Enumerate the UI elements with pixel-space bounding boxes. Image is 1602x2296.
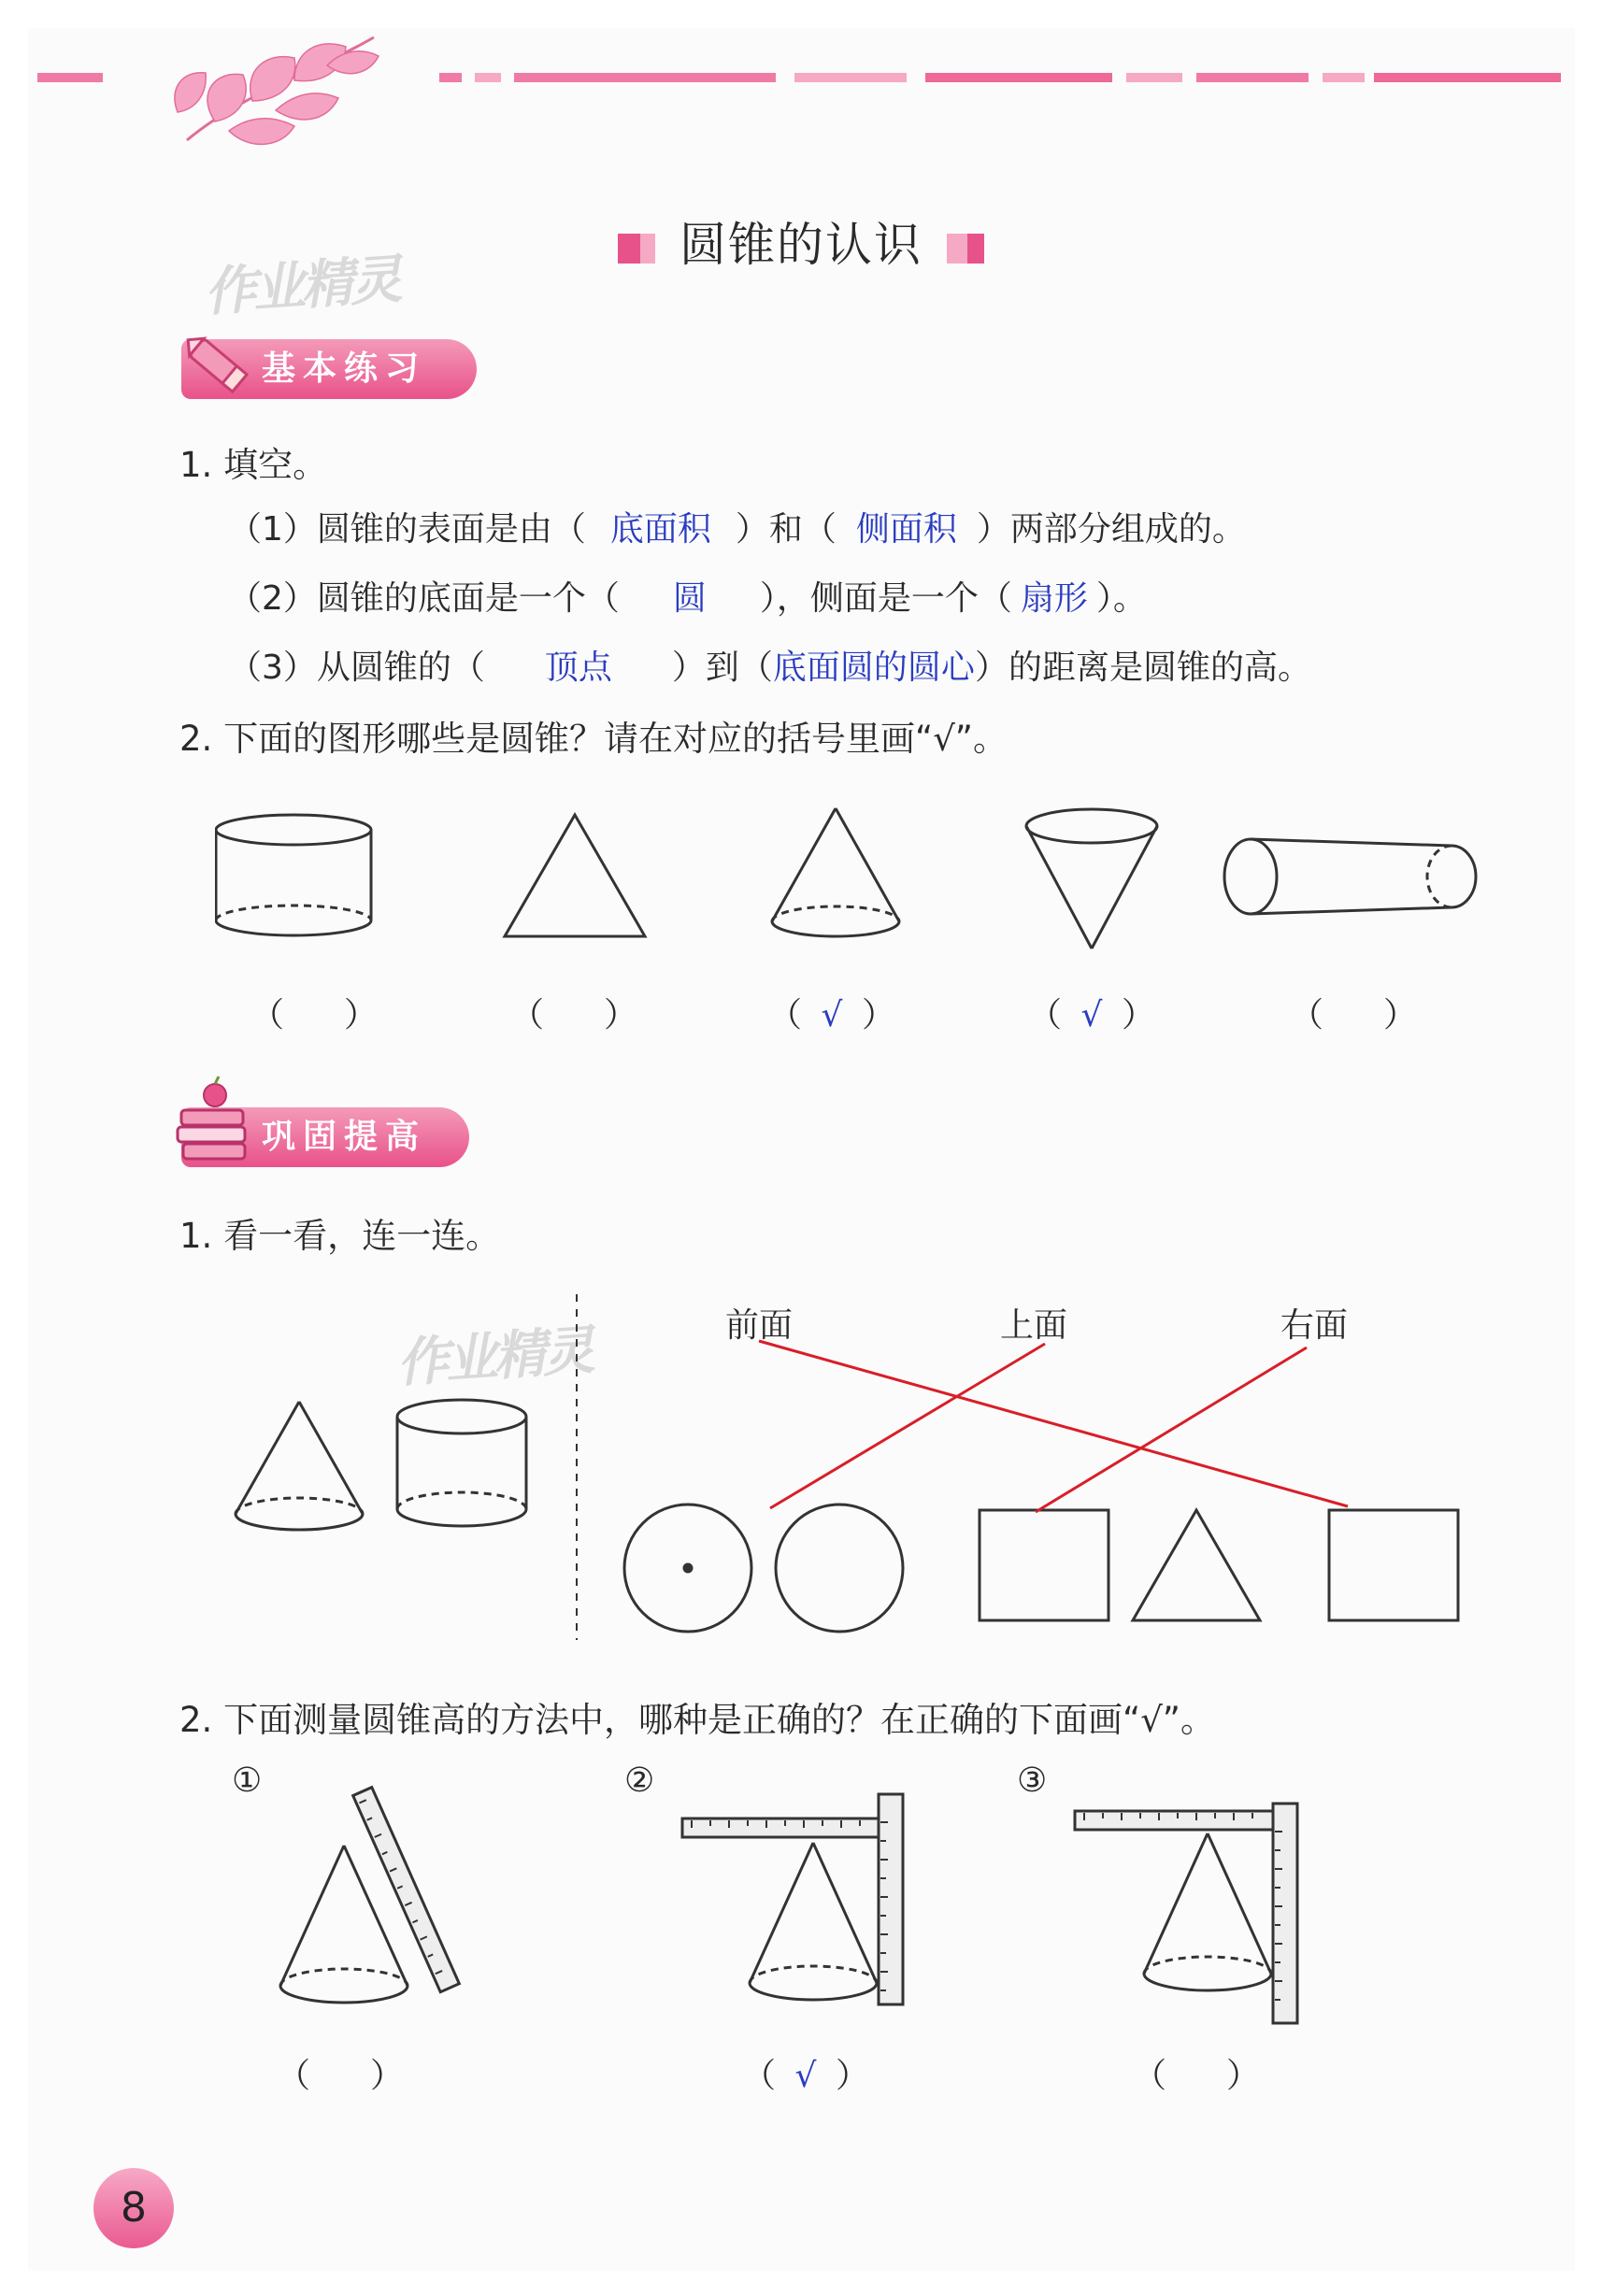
view-circle xyxy=(776,1505,903,1632)
page-title-text: 圆锥的认识 xyxy=(679,218,923,272)
watermark: 作业精灵 xyxy=(202,249,401,324)
line-text: ），侧面是一个（ xyxy=(759,579,1012,618)
section-banner-improve: 巩固提高 xyxy=(181,1107,469,1167)
header-decoration xyxy=(28,19,1580,159)
view-label-front: 前面 xyxy=(725,1306,794,1345)
question-2-label: 2. 下面的图形哪些是圆锥？请在对应的括号里画“√”。 xyxy=(179,719,1008,759)
option-number-3: ③ xyxy=(1017,1761,1048,1800)
question-1-label: 1. 填空。 xyxy=(179,445,328,485)
answer-text: 顶点 xyxy=(544,649,612,687)
answer-paren-option-1[interactable]: （ ） xyxy=(277,2057,405,2095)
answer-paren-2[interactable]: （ ） xyxy=(510,996,638,1034)
fill-blank-line-1 xyxy=(228,503,1246,550)
cylinder-shape xyxy=(216,815,371,935)
horizontal-cylinder-shape xyxy=(1224,839,1476,914)
answer-text: 底面积 xyxy=(609,510,711,549)
answer-paren-5[interactable]: （ ） xyxy=(1290,996,1418,1034)
match-line-top xyxy=(770,1344,1045,1508)
question-3-label: 1. 看一看，连一连。 xyxy=(179,1216,501,1256)
page-number: 8 xyxy=(93,2168,174,2248)
answer-text: 圆 xyxy=(672,579,707,618)
inverted-cone-shape xyxy=(1026,809,1157,948)
option-3-diagram xyxy=(1075,1804,1297,2023)
answer-text: 侧面积 xyxy=(855,510,957,549)
title-left-ornament xyxy=(618,234,655,264)
question-4-label: 2. 下面测量圆锥高的方法中，哪种是正确的？在正确的下面画“√”。 xyxy=(179,1700,1215,1740)
section-banner-basic: 基本练习 xyxy=(181,339,477,399)
view-circle-with-dot xyxy=(624,1505,751,1632)
check-mark: √ xyxy=(1080,996,1103,1034)
shape-options xyxy=(215,794,1495,963)
answer-paren-1[interactable]: （ ） xyxy=(250,996,379,1034)
line-text: ）的距离是圆锥的高。 xyxy=(974,649,1311,687)
line-text: ）两部分组成的。 xyxy=(976,510,1246,549)
line-text: （1）圆锥的表面是由（ xyxy=(228,510,586,549)
line-text: ）到（ xyxy=(671,649,773,687)
view-square-2 xyxy=(1329,1510,1458,1620)
view-label-top: 上面 xyxy=(1000,1306,1068,1345)
answer-paren-4[interactable]: （ √ ） xyxy=(1028,996,1156,1034)
option-1-diagram xyxy=(280,1788,459,2003)
ruler-icon xyxy=(353,1788,460,1992)
line-text: ）和（ xyxy=(735,510,837,549)
option-2-diagram xyxy=(682,1794,903,2004)
check-mark: √ xyxy=(821,996,843,1034)
line-text: （2）圆锥的底面是一个（ xyxy=(228,579,620,618)
line-text: （3）从圆锥的（ xyxy=(228,649,485,687)
title-right-ornament xyxy=(947,234,984,264)
view-square-1 xyxy=(980,1510,1109,1620)
match-line-front xyxy=(759,1341,1348,1506)
line-text: ）。 xyxy=(1095,579,1147,618)
set-square-icon xyxy=(682,1794,903,2004)
leaf-branch-icon xyxy=(175,37,379,144)
view-triangle xyxy=(1133,1510,1260,1620)
fill-blank-line-2 xyxy=(228,572,1147,620)
matching-diagram xyxy=(224,1290,1514,1645)
solid-cylinder xyxy=(397,1400,526,1526)
answer-paren-option-2[interactable]: （ √ ） xyxy=(742,2057,870,2095)
triangle-shape xyxy=(505,815,645,936)
fill-blank-line-3 xyxy=(228,641,1311,689)
answer-paren-3[interactable]: （ √ ） xyxy=(768,996,896,1034)
measurement-options xyxy=(262,1766,1337,2037)
view-label-right: 右面 xyxy=(1280,1306,1349,1345)
answer-text: 扇形 xyxy=(1020,579,1088,618)
cone-shape xyxy=(772,808,899,936)
option-number-2: ② xyxy=(624,1761,655,1800)
check-mark: √ xyxy=(794,2057,817,2095)
pencil-icon xyxy=(176,331,260,406)
option-number-1: ① xyxy=(232,1761,263,1800)
answer-text: 底面圆的圆心 xyxy=(772,649,975,687)
answer-paren-option-3[interactable]: （ ） xyxy=(1133,2057,1261,2095)
watermark: 作业精灵 xyxy=(394,1319,594,1395)
books-apple-icon xyxy=(174,1075,258,1168)
solid-cone xyxy=(236,1402,363,1530)
